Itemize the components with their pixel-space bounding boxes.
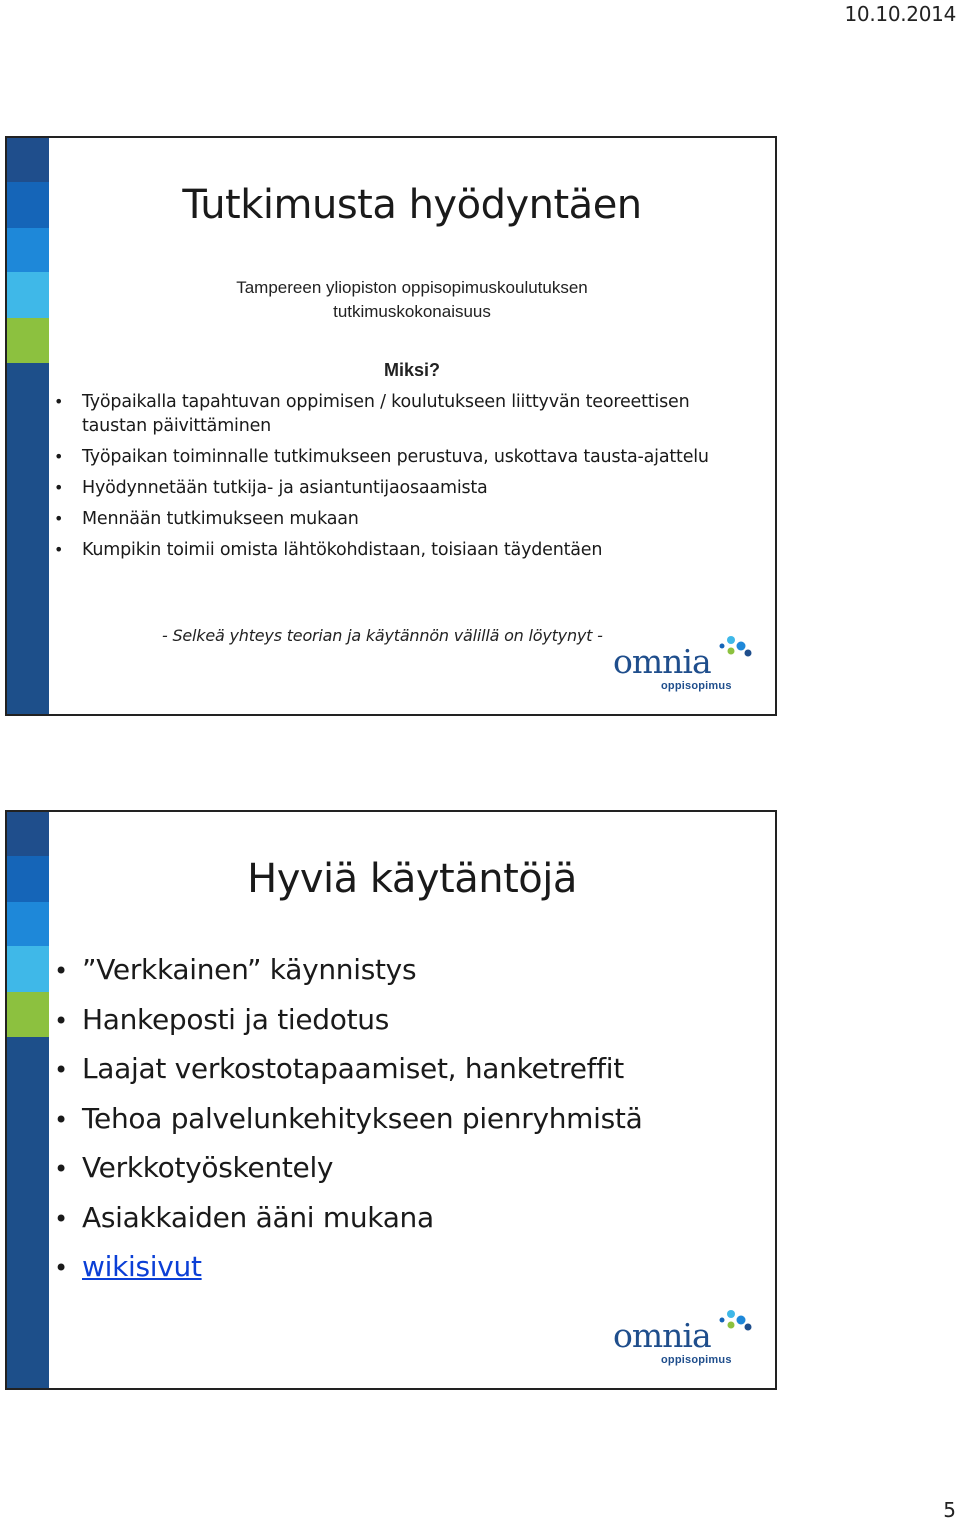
- list-item: • Asiakkaiden ääni mukana: [82, 1198, 762, 1238]
- logo-word: omnia: [613, 642, 711, 681]
- slide-hyvia-kaytantoja: [5, 810, 777, 1390]
- list-item: • Kumpikin toimii omista lähtökohdistaan, toisiaan täydentäen: [82, 538, 722, 562]
- quote-text: - Selkeä yhteys teorian ja käytännön välillä on löytynyt -: [162, 626, 603, 645]
- slide-color-stripe: [7, 138, 49, 714]
- omnia-logo: [613, 642, 753, 700]
- page-number: 5: [943, 1498, 956, 1522]
- list-item: • Verkkotyöskentely: [82, 1148, 762, 1188]
- logo-sub: oppisopimus: [661, 1354, 732, 1366]
- omnia-logo: [613, 1316, 753, 1374]
- list-item: • ”Verkkainen” käynnistys: [82, 950, 762, 990]
- bullet-list: [82, 390, 722, 569]
- slide-title: Tutkimusta hyödyntäen: [182, 182, 642, 228]
- list-item: • Tehoa palvelunkehitykseen pienryhmistä: [82, 1099, 762, 1139]
- logo-mark-icon: [717, 634, 753, 664]
- slide-subtitle: Tampereen yliopiston oppisopimuskoulutuksen tutkimuskokonaisuus: [236, 278, 588, 321]
- list-item: • Hankeposti ja tiedotus: [82, 1000, 762, 1040]
- list-item: • Hyödynnetään tutkija- ja asiantuntijaosaamista: [82, 476, 722, 500]
- slide-tutkimusta: [5, 136, 777, 716]
- section-heading: Miksi?: [383, 360, 440, 380]
- list-item: • Työpaikan toiminnalle tutkimukseen perustuva, uskottava tausta-ajattelu: [82, 445, 722, 469]
- wikisivut-link[interactable]: wikisivut: [82, 1250, 202, 1283]
- list-item: [82, 1247, 762, 1287]
- list-item: • Työpaikalla tapahtuvan oppimisen / koulutukseen liittyvän teoreettisen taustan päivittäminen: [82, 390, 722, 438]
- list-item: • Laajat verkostotapaamiset, hanketreffit: [82, 1049, 762, 1089]
- bullet-list: [82, 950, 762, 1297]
- page-date: 10.10.2014: [844, 2, 956, 26]
- list-item: • Mennään tutkimukseen mukaan: [82, 507, 722, 531]
- logo-mark-icon: [717, 1308, 753, 1338]
- logo-sub: oppisopimus: [661, 680, 732, 692]
- logo-word: omnia: [613, 1316, 711, 1355]
- slide-color-stripe: [7, 812, 49, 1388]
- slide-title: Hyviä käytäntöjä: [247, 856, 577, 902]
